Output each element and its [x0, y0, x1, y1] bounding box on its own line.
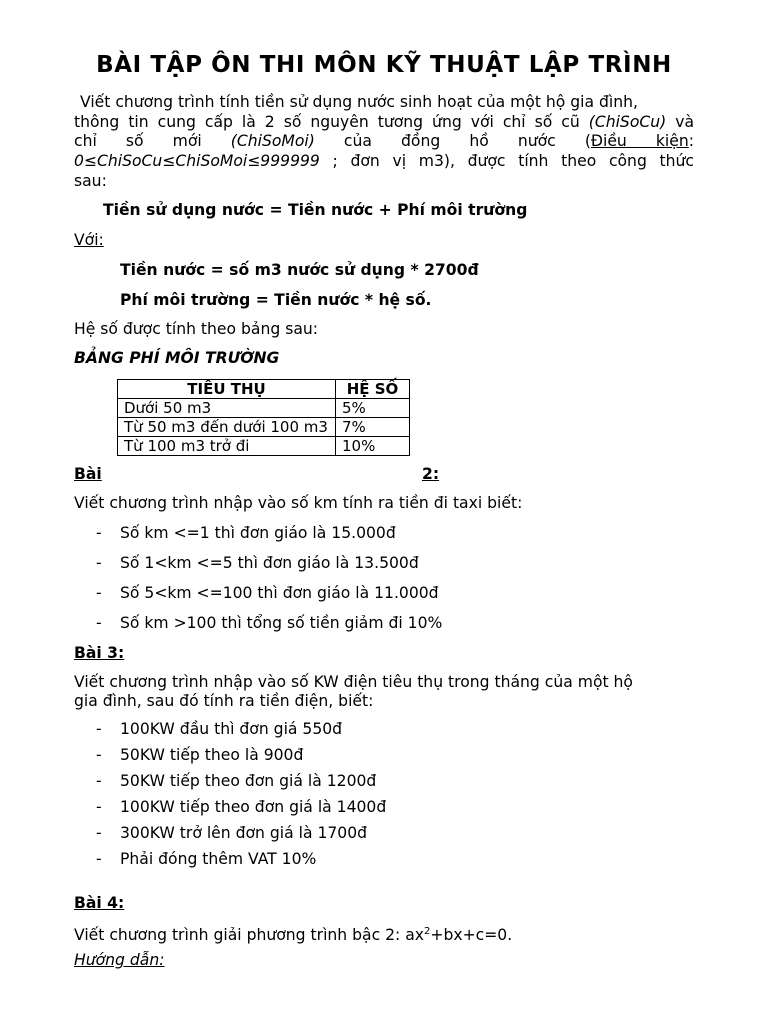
intro-line-4: 0≤ChiSoCu≤ChiSoMoi≤999999 ; đơn vị m3), được tính theo công thức	[74, 152, 694, 170]
intro-line-2: thông tin cung cấp là 2 số nguyên tương ứng với chỉ số cũ (ChiSoCu) và	[74, 113, 695, 131]
formula-env: Phí môi trường = Tiền nước * hệ số.	[120, 291, 432, 309]
list-item: Số km >100 thì tổng số tiền giảm đi 10%	[120, 614, 443, 632]
list-item: 50KW tiếp theo là 900đ	[120, 746, 304, 764]
table-row	[118, 437, 410, 456]
intro-line-3: chỉ số mới (ChiSoMoi) của đồng hồ nước (Điều kiện:	[74, 132, 695, 150]
table-row	[118, 399, 410, 418]
list-item: Phải đóng thêm VAT 10%	[120, 850, 317, 868]
list-item: Số km <=1 thì đơn giáo là 15.000đ	[120, 524, 396, 542]
list-item: 50KW tiếp theo đơn giá là 1200đ	[120, 772, 377, 790]
fee-table-header	[118, 380, 410, 399]
bullet-dash: -	[96, 850, 102, 868]
bai2-desc: Viết chương trình nhập vào số km tính ra tiền đi taxi biết:	[74, 494, 523, 512]
formula-main: Tiền sử dụng nước = Tiền nước + Phí môi trường	[103, 201, 528, 219]
list-item: Số 5<km <=100 thì đơn giáo là 11.000đ	[120, 584, 439, 602]
bai2-label-left: Bài	[74, 465, 102, 483]
list-item: 300KW trở lên đơn giá là 1700đ	[120, 824, 368, 842]
bullet-dash: -	[96, 798, 102, 816]
bai3-desc-2: gia đình, sau đó tính ra tiền điện, biết:	[74, 692, 374, 710]
bai3-label: Bài 3:	[74, 644, 125, 662]
table-cell: Dưới 50 m3	[118, 399, 336, 418]
header-coefficient: HỆ SỐ	[336, 380, 410, 399]
bullet-dash: -	[96, 584, 102, 602]
list-item: 100KW đầu thì đơn giá 550đ	[120, 720, 343, 738]
table-cell: 10%	[336, 437, 410, 456]
bai3-desc-1: Viết chương trình nhập vào số KW điện tiêu thụ trong tháng của một hộ	[74, 673, 633, 691]
fee-table	[117, 379, 410, 456]
list-item: Số 1<km <=5 thì đơn giáo là 13.500đ	[120, 554, 419, 572]
page-title: BÀI TẬP ÔN THI MÔN KỸ THUẬT LẬP TRÌNH	[96, 52, 672, 78]
table-cell: 5%	[336, 399, 410, 418]
header-consumption: TIÊU THỤ	[118, 380, 336, 399]
formula-water: Tiền nước = số m3 nước sử dụng * 2700đ	[120, 261, 479, 279]
table-cell: Từ 50 m3 đến dưới 100 m3	[118, 418, 336, 437]
table-title: BẢNG PHÍ MÔI TRƯỜNG	[74, 349, 280, 367]
table-cell: Từ 100 m3 trở đi	[118, 437, 336, 456]
bullet-dash: -	[96, 554, 102, 572]
intro-line-5: sau:	[74, 172, 107, 190]
bai4-desc: Viết chương trình giải phương trình bậc 2: $ax^2+bx+c=0$.	[74, 926, 513, 945]
table-cell: 7%	[336, 418, 410, 437]
bai4-label: Bài 4:	[74, 894, 125, 912]
bullet-dash: -	[96, 746, 102, 764]
bullet-dash: -	[96, 824, 102, 842]
list-item: 100KW tiếp theo đơn giá là 1400đ	[120, 798, 387, 816]
bullet-dash: -	[96, 524, 102, 542]
bai4-guide: Hướng dẫn:	[74, 951, 165, 969]
bai2-label-right: 2:	[422, 465, 440, 483]
bullet-dash: -	[96, 720, 102, 738]
coef-intro: Hệ số được tính theo bảng sau:	[74, 320, 319, 338]
bullet-dash: -	[96, 614, 102, 632]
intro-line-1: Viết chương trình tính tiền sử dụng nước sinh hoạt của một hộ gia đình,	[80, 93, 638, 111]
bullet-dash: -	[96, 772, 102, 790]
table-row	[118, 418, 410, 437]
with-label: Với:	[74, 231, 104, 249]
